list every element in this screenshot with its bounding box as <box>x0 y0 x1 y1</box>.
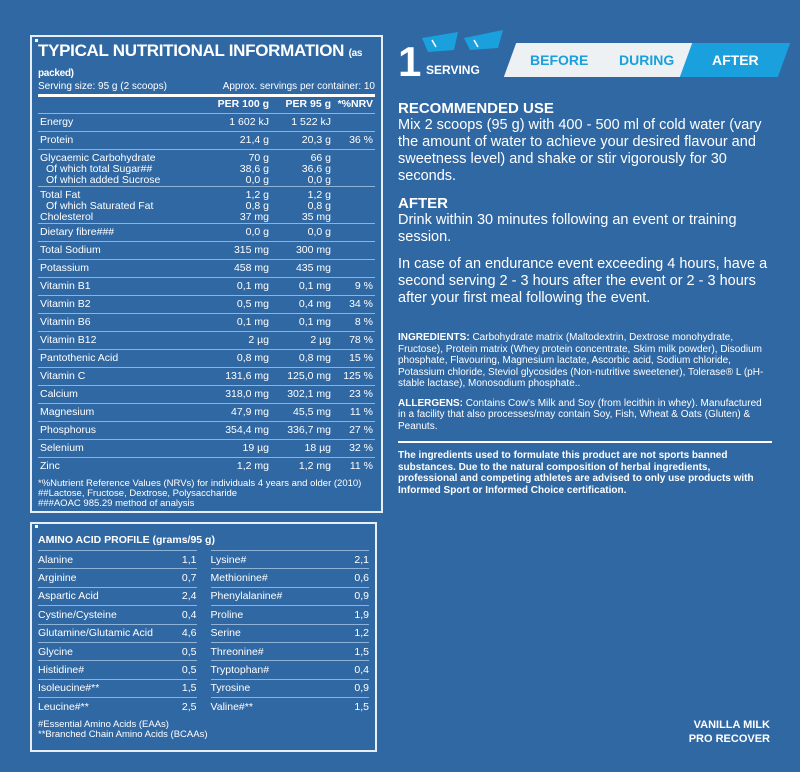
amino-value: 0,4 <box>354 664 369 677</box>
nutrient-row <box>38 421 375 439</box>
nrv-percent <box>333 113 375 131</box>
marker-dot <box>35 39 38 42</box>
nutrient-name: Vitamin C <box>38 367 201 385</box>
value-per100: 0,0 g <box>245 173 269 186</box>
disclaimer: The ingredients used to formulate this product are not sports banned substances. Due to the natural composition of herbal ingredients, professional and competing athletes are advised to only use products with Informed Sport or Informed Choice certification. <box>398 450 754 496</box>
value-per100: 21,4 g <box>201 131 271 149</box>
value-per100: 47,9 mg <box>201 403 271 421</box>
value-per95: 0,4 mg <box>271 295 333 313</box>
nrv-percent <box>333 164 375 175</box>
amino-value: 0,6 <box>354 572 369 585</box>
amino-row <box>211 624 370 642</box>
amino-row <box>211 550 370 568</box>
usage-section <box>398 100 772 307</box>
amino-name: Threonine# <box>210 645 264 658</box>
allergens-text: Contains Cow's Milk and Soy (from lecithin in whey). Manufactured in a facility that also processes/may contain Soy, Fish, Wheat & Oats (Gluten) & Peanuts. <box>398 397 762 432</box>
after-heading: AFTER <box>398 195 448 212</box>
nrv-percent: 34 % <box>333 295 375 313</box>
col-per95: PER 95 g <box>285 98 331 111</box>
recommended-use-text: Mix 2 scoops (95 g) with 400 - 500 ml of cold water (vary the amount of water to achieve your desired flavour and sweetness level) and shake or stir vigorously for 30 seconds. <box>398 117 762 184</box>
amino-value: 1,9 <box>354 608 369 621</box>
nrv-percent: 27 % <box>333 421 375 439</box>
amino-row <box>38 679 197 697</box>
footnote: ###AOAC 985.29 method of analysis <box>38 497 195 509</box>
value-per100: 131,6 mg <box>201 367 271 385</box>
value-per95: 20,3 g <box>271 131 333 149</box>
nutrient-name: Of which total Sugar## <box>46 162 153 175</box>
nutrient-name: Vitamin B1 <box>38 277 201 295</box>
value-per100: 19 µg <box>201 439 271 457</box>
value-per95: 66 g <box>271 149 333 164</box>
footnote: **Branched Chain Amino Acids (BCAAs) <box>38 728 208 740</box>
tab-label: AFTER <box>711 52 759 68</box>
nrv-percent <box>333 186 375 201</box>
nrv-percent <box>333 259 375 277</box>
nutrient-row <box>38 175 375 187</box>
nrv-percent: 15 % <box>333 349 375 367</box>
recommended-use-heading: RECOMMENDED USE <box>398 100 554 117</box>
nutrient-row <box>38 149 375 164</box>
nutrient-row <box>38 349 375 367</box>
footnote: ##Lactose, Fructose, Dextrose, Polysaccharide <box>38 487 238 499</box>
nutrient-row <box>38 277 375 295</box>
value-per100: 38,6 g <box>239 162 269 175</box>
value-per95: 0,0 g <box>271 223 333 241</box>
nutrient-row <box>38 439 375 457</box>
value-per95: 35 mg <box>301 210 331 223</box>
amino-row <box>38 587 197 605</box>
nutrient-row <box>38 313 375 331</box>
amino-name: Histidine# <box>38 664 85 677</box>
value-per100: 318,0 mg <box>201 385 271 403</box>
nutrient-name: Phosphorus <box>38 421 201 439</box>
value-per95: 45,5 mg <box>271 403 333 421</box>
amino-name: Phenylalanine# <box>210 590 283 603</box>
serving-header <box>398 28 778 85</box>
value-per100: 1,2 g <box>201 186 271 201</box>
nutrient-row <box>38 295 375 313</box>
value-per95: 18 µg <box>271 439 333 457</box>
endurance-text: In case of an endurance event exceeding 4 hours, have a second serving 2 - 3 hours after the event or 2 - 3 hours after your first meal following the event. <box>398 256 768 306</box>
amino-name: Alanine <box>38 553 74 566</box>
col-per100: PER 100 g <box>217 98 269 111</box>
amino-name: Methionine# <box>210 572 268 585</box>
ingredients-label: INGREDIENTS: <box>398 332 470 343</box>
nutrient-name: Of which Saturated Fat <box>46 199 154 212</box>
value-per95: 2 µg <box>271 331 333 349</box>
nutrient-name: Cholesterol <box>40 210 94 223</box>
nutrient-name: Zinc <box>38 457 201 475</box>
nutrient-name: Dietary fibre### <box>38 223 201 241</box>
amino-row <box>38 568 197 586</box>
col-nrv: *%NRV <box>337 98 373 111</box>
amino-value: 1,1 <box>181 553 197 566</box>
amino-name: Isoleucine#** <box>38 682 100 695</box>
value-per100: 354,4 mg <box>201 421 271 439</box>
amino-value: 0,5 <box>181 664 197 677</box>
nutrition-footnotes <box>38 479 375 509</box>
amino-footnotes <box>38 720 369 740</box>
nutrient-row <box>38 212 375 224</box>
amino-name: Arginine <box>38 572 77 585</box>
nutrient-row <box>38 367 375 385</box>
value-per95: 435 mg <box>271 259 333 277</box>
value-per95: 1 522 kJ <box>271 113 333 131</box>
nutrient-name: Glycaemic Carbohydrate <box>38 149 201 164</box>
value-per100: 458 mg <box>201 259 271 277</box>
serving-number: 1 <box>398 38 422 85</box>
nrv-percent <box>333 201 375 212</box>
nutrient-name: Potassium <box>38 259 201 277</box>
amino-title: AMINO ACID PROFILE (grams/95 g) <box>38 534 215 546</box>
footnote: *%Nutrient Reference Values (NRVs) for individuals 4 years and older (2010) <box>38 477 362 489</box>
nrv-percent: 11 % <box>333 457 375 475</box>
value-per95: 300 mg <box>271 241 333 259</box>
value-per95: 0,8 mg <box>271 349 333 367</box>
nrv-percent <box>333 149 375 164</box>
ingredients-section <box>398 332 772 496</box>
nutrient-row <box>38 241 375 259</box>
nutrient-name: Vitamin B6 <box>38 313 201 331</box>
nrv-percent: 23 % <box>333 385 375 403</box>
value-per95: 302,1 mg <box>271 385 333 403</box>
nutrient-name: Vitamin B12 <box>38 331 201 349</box>
nutrient-name: Energy <box>38 113 201 131</box>
servings-per-container: Approx. servings per container: 10 <box>222 81 375 92</box>
nrv-percent <box>333 212 375 224</box>
value-per100: 0,8 g <box>245 199 269 212</box>
flavour: VANILLA MILK <box>693 719 770 731</box>
tab-label: BEFORE <box>529 52 589 68</box>
amino-row <box>38 660 197 678</box>
footnote: #Essential Amino Acids (EAAs) <box>38 718 169 730</box>
nutrient-row <box>38 331 375 349</box>
amino-name: Glycine <box>38 645 74 658</box>
nutrient-row <box>38 113 375 131</box>
amino-row <box>211 679 370 697</box>
ingredients-text: Carbohydrate matrix (Maltodextrin, Dextrose monohydrate, Fructose), Protein matrix (Whey protein concentrate, Skim milk powder), Disodium phosphate, Flavouring, Magnesium lactate, Ascorbic acid, Sodium chloride, Potassium chloride, Steviol glycosides (Non-nutritive sweetener), Tolerase® L (pH-stable lactase), Monosodium phosphate.. <box>398 332 764 389</box>
amino-value: 4,6 <box>181 627 197 640</box>
nutrient-name: Magnesium <box>38 403 201 421</box>
serving-info <box>38 81 375 97</box>
value-per95: 0,0 g <box>307 173 331 186</box>
amino-row <box>211 660 370 678</box>
nutrition-title <box>38 41 375 81</box>
nutrient-row <box>38 201 375 212</box>
amino-value: 0,9 <box>354 590 369 603</box>
nutrient-name: Vitamin B2 <box>38 295 201 313</box>
value-per100: 70 g <box>201 149 271 164</box>
nutrient-row <box>38 131 375 149</box>
amino-name: Glutamine/Glutamic Acid <box>38 627 153 640</box>
amino-row <box>38 642 197 660</box>
nutrient-row <box>38 223 375 241</box>
amino-row <box>211 697 370 715</box>
amino-value: 1,2 <box>354 627 369 640</box>
amino-name: Serine <box>210 627 241 640</box>
amino-name: Leucine#** <box>38 700 89 713</box>
value-per100: 0,5 mg <box>201 295 271 313</box>
amino-name: Proline <box>210 608 244 621</box>
serving-size: Serving size: 95 g (2 scoops) <box>38 81 167 92</box>
amino-row <box>211 568 370 586</box>
nrv-percent: 9 % <box>333 277 375 295</box>
nutrient-name: Total Sodium <box>38 241 201 259</box>
value-per100: 0,1 mg <box>201 313 271 331</box>
value-per100: 0,8 mg <box>201 349 271 367</box>
ingredients <box>398 332 772 390</box>
value-per95: 336,7 mg <box>271 421 333 439</box>
nutrient-name: Pantothenic Acid <box>38 349 201 367</box>
nutrition-table <box>38 97 375 475</box>
allergens-label: ALLERGENS: <box>398 397 463 409</box>
amino-value: 1,5 <box>354 700 369 713</box>
nutrient-name: Calcium <box>38 385 201 403</box>
amino-row <box>38 550 197 568</box>
amino-value: 0,4 <box>181 608 197 621</box>
marker-dot <box>35 525 38 528</box>
nrv-percent: 8 % <box>333 313 375 331</box>
amino-name: Tyrosine <box>210 682 251 695</box>
nutrient-row <box>38 186 375 201</box>
amino-name: Aspartic Acid <box>38 590 99 603</box>
nrv-percent: 36 % <box>333 131 375 149</box>
nutrient-name: Total Fat <box>38 186 201 201</box>
amino-row <box>211 587 370 605</box>
value-per100: 1,2 mg <box>201 457 271 475</box>
value-per95: 0,1 mg <box>271 313 333 331</box>
nutrient-row <box>38 259 375 277</box>
serving-label: SERVING <box>426 63 480 77</box>
tab-after <box>680 43 790 77</box>
shaker-glasses-icon <box>418 28 508 64</box>
amino-row <box>38 605 197 623</box>
value-per95: 0,1 mg <box>271 277 333 295</box>
value-per95: 0,8 g <box>307 199 331 212</box>
nutrient-row <box>38 403 375 421</box>
nutrient-row <box>38 457 375 475</box>
nrv-percent: 125 % <box>333 367 375 385</box>
amino-row <box>38 624 197 642</box>
nutrient-name: Selenium <box>38 439 201 457</box>
nutrient-row <box>38 164 375 175</box>
amino-acid-panel <box>30 522 377 752</box>
amino-value: 0,9 <box>354 682 369 695</box>
amino-name: Cystine/Cysteine <box>38 608 117 621</box>
nrv-percent: 32 % <box>333 439 375 457</box>
value-per95: 1,2 mg <box>271 457 333 475</box>
amino-value: 0,7 <box>181 572 197 585</box>
nrv-percent: 78 % <box>333 331 375 349</box>
amino-value: 1,5 <box>354 645 369 658</box>
amino-name: Valine#** <box>210 700 253 713</box>
amino-value: 0,5 <box>181 645 197 658</box>
allergens <box>398 398 772 433</box>
nutrition-panel <box>30 35 383 513</box>
value-per95: 1,2 g <box>271 186 333 201</box>
title-text: TYPICAL NUTRITIONAL INFORMATION <box>38 41 345 60</box>
nutrient-name: Of which added Sucrose <box>46 173 161 186</box>
nrv-percent <box>333 175 375 187</box>
nrv-percent <box>333 241 375 259</box>
nrv-percent <box>333 223 375 241</box>
value-per100: 1 602 kJ <box>201 113 271 131</box>
amino-value: 2,5 <box>181 700 197 713</box>
tab-label: DURING <box>619 52 675 68</box>
amino-row <box>211 605 370 623</box>
amino-value: 2,4 <box>181 590 197 603</box>
value-per100: 37 mg <box>239 210 269 223</box>
amino-value: 2,1 <box>354 553 369 566</box>
product-name <box>689 718 770 746</box>
value-per100: 2 µg <box>201 331 271 349</box>
amino-name: Tryptophan# <box>210 664 270 677</box>
title-note: (as packed) <box>38 48 363 79</box>
nrv-percent: 11 % <box>333 403 375 421</box>
amino-value: 1,5 <box>181 682 197 695</box>
amino-row <box>211 642 370 660</box>
value-per100: 315 mg <box>201 241 271 259</box>
value-per95: 125,0 mg <box>271 367 333 385</box>
value-per95: 36,6 g <box>301 162 331 175</box>
amino-row <box>38 697 197 715</box>
divider <box>398 441 772 443</box>
nutrient-row <box>38 385 375 403</box>
amino-name: Lysine# <box>210 553 247 566</box>
nutrient-name: Protein <box>38 131 201 149</box>
product-title: PRO RECOVER <box>688 733 770 745</box>
value-per100: 0,0 g <box>201 223 271 241</box>
after-text: Drink within 30 minutes following an event or training session. <box>398 212 737 245</box>
value-per100: 0,1 mg <box>201 277 271 295</box>
